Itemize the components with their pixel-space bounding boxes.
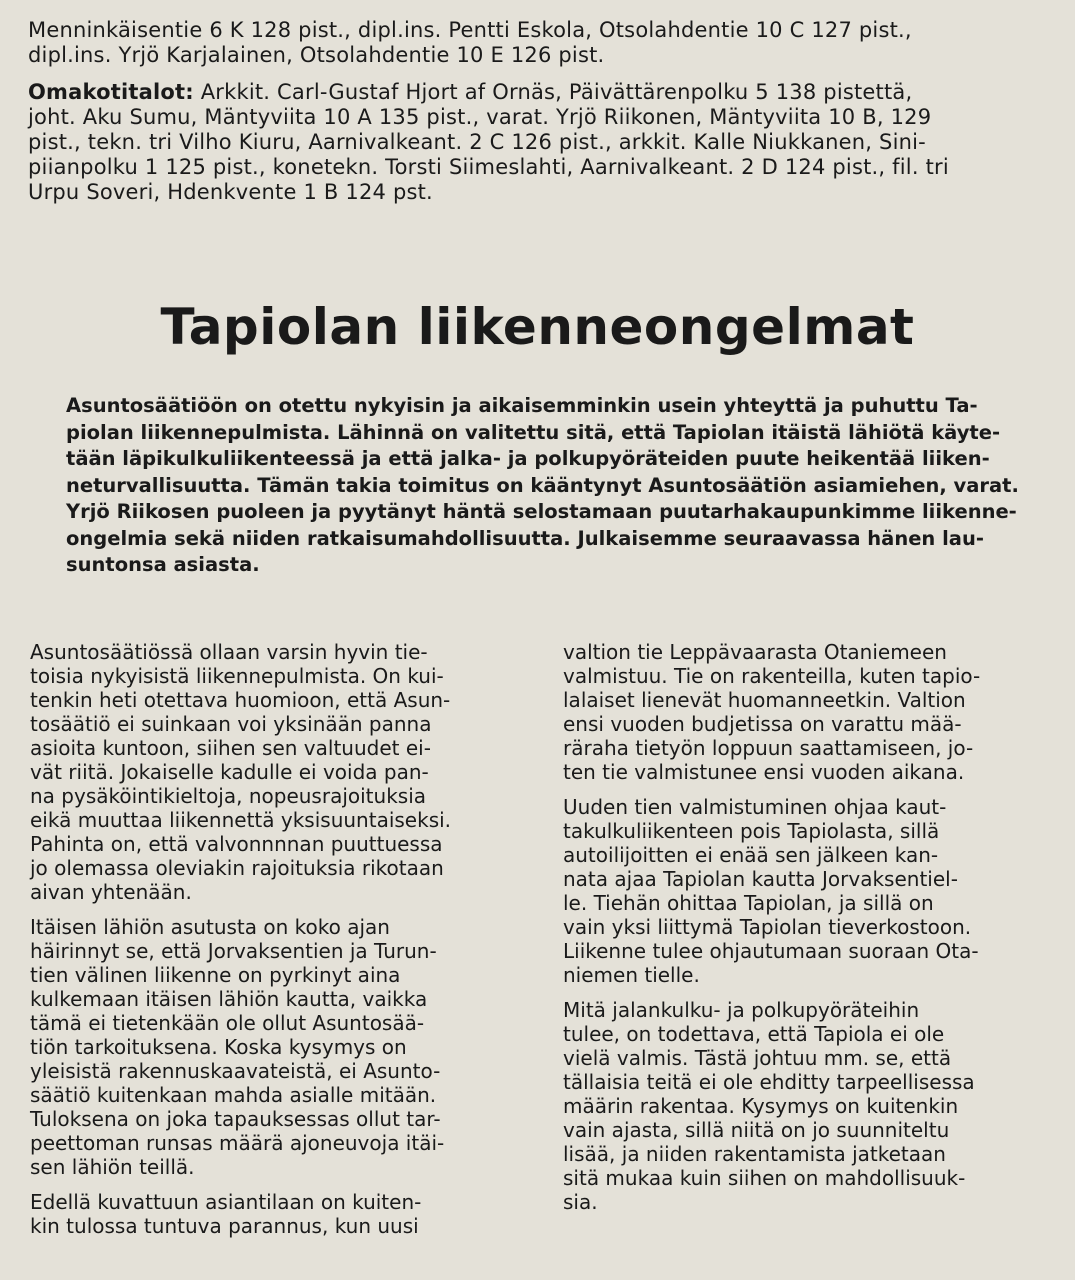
text-line: na pysäköintikieltoja, nopeusrajoituksia [30,784,427,808]
text-line: säätiö kuitenkaan mahda asialle mitään. [30,1083,437,1107]
article-title: Tapiolan liikenneongelmat [160,298,915,356]
lead-line: piolan liikennepulmista. Lähinnä on valitettu sitä, että Tapiolan itäistä lähiötä käyte- [66,420,1001,444]
text-line: dipl.ins. Yrjö Karjalainen, Otsolahdentie 10 E 126 pist. [28,43,605,67]
body-column-right [563,640,1053,1225]
previous-article-tail [28,18,1048,205]
text-line: le. Tiehän ohittaa Tapiolan, ja sillä on [563,891,934,915]
body-paragraph [563,998,1053,1214]
text-line: valtion tie Leppävaarasta Otaniemeen [563,640,947,664]
body-paragraph [30,1190,525,1238]
body-paragraph [30,640,525,904]
text-line: tämä ei tietenkään ole ollut Asuntosää- [30,1011,425,1035]
text-line: toisia nykyisistä liikennepulmista. On kui- [30,664,444,688]
body-paragraph [563,640,1053,784]
text-fragment: Arkkit. Carl-Gustaf Hjort af Ornäs, Päivättärenpolku 5 138 pistettä, [193,80,913,104]
text-line: Urpu Soveri, Hdenkvente 1 B 124 pst. [28,180,433,204]
lead-line: Yrjö Riikosen puoleen ja pyytänyt häntä selostamaan puutarhakaupunkimme liikenne- [66,500,1017,523]
text-line: Menninkäisentie 6 K 128 pist., dipl.ins. Pentti Eskola, Otsolahdentie 10 C 127 pist., [28,18,912,42]
text-line: vain ajasta, sillä niitä on jo suunniteltu [563,1118,950,1142]
text-line: sen lähiön teillä. [30,1155,195,1179]
text-line: vielä valmis. Tästä johtuu mm. se, että [563,1046,952,1070]
text-line: kulkemaan itäisen lähiön kautta, vaikka [30,987,428,1011]
text-line [28,80,1048,105]
text-line: jo olemassa oleviakin rajoituksia rikotaan [30,856,444,880]
text-line: aivan yhtenään. [30,880,192,904]
text-line: Tuloksena on joka tapauksessas ollut tar- [30,1107,441,1131]
article-lead [66,393,1046,579]
text-line: autoilijoitten ei enää sen jälkeen kan- [563,843,939,867]
text-line: niemen tielle. [563,963,700,987]
section-label: Omakotitalot: [28,80,194,104]
text-line: takulkuliikenteen pois Tapiolasta, sillä [563,819,940,843]
body-paragraph [30,915,525,1179]
text-line: Asuntosäätiössä ollaan varsin hyvin tie- [30,640,428,664]
text-line: kin tulossa tuntuva parannus, kun uusi [30,1214,419,1238]
text-line: sia. [563,1190,598,1214]
text-line: tenkin heti otettava huomioon, että Asun- [30,688,451,712]
text-line: lalaiset lienevät huomanneetkin. Valtion [563,688,966,712]
detached-houses-paragraph [28,80,1048,205]
text-line: ensi vuoden budjetissa on varattu mää- [563,712,962,736]
text-line: eikä muuttaa liikennettä yksisuuntaiseksi. [30,808,452,832]
text-line: lisää, ja niiden rakentamista jatketaan [563,1142,946,1166]
lead-line: suntonsa asiasta. [66,553,260,576]
text-line: Mitä jalankulku- ja polkupyöräteihin [563,998,920,1022]
body-paragraph [563,795,1053,987]
text-line: tiön tarkoituksena. Koska kysymys on [30,1035,407,1059]
text-line: vain yksi liittymä Tapiolan tieverkostoon. [563,915,972,939]
text-line: tällaisia teitä ei ole ehditty tarpeellisessa [563,1070,975,1094]
text-line: räraha tietyön loppuun saattamiseen, jo- [563,736,974,760]
text-line: tulee, on todettava, että Tapiola ei ole [563,1022,945,1046]
text-line: nata ajaa Tapiolan kautta Jorvaksentiel- [563,867,958,891]
body-column-left [30,640,525,1249]
text-line: piianpolku 1 125 pist., konetekn. Torsti Siimeslahti, Aarnivalkeant. 2 D 124 pist., fil. tri [28,155,949,179]
text-line: Pahinta on, että valvonnnnan puuttuessa [30,832,443,856]
text-line: Uuden tien valmistuminen ohjaa kaut- [563,795,947,819]
lead-line: tään läpikulkuliikenteessä ja että jalka- ja polkupyöräteiden puute heikentää liiken- [66,447,990,470]
text-line: Liikenne tulee ohjautumaan suoraan Ota- [563,939,979,963]
text-line: valmistuu. Tie on rakenteilla, kuten tapio- [563,664,981,688]
lead-line: ongelmia sekä niiden ratkaisumahdollisuutta. Julkaisemme seuraavassa hänen lau- [66,526,984,550]
text-line: tien välinen liikenne on pyrkinyt aina [30,963,401,987]
text-line: asioita kuntoon, siihen sen valtuudet ei- [30,736,431,760]
text-line: tosäätiö ei suinkaan voi yksinään panna [30,712,432,736]
lead-line: Asuntosäätiöön on otettu nykyisin ja aikaisemminkin usein yhteyttä ja puhuttu Ta- [66,394,978,417]
text-line: sitä mukaa kuin siihen on mahdollisuuk- [563,1166,966,1190]
text-line: Itäisen lähiön asutusta on koko ajan [30,915,390,939]
text-line: häirinnyt se, että Jorvaksentien ja Turun- [30,939,437,963]
text-line: joht. Aku Sumu, Mäntyviita 10 A 135 pist., varat. Yrjö Riikonen, Mäntyviita 10 B, 129 [28,105,932,129]
text-line: vät riitä. Jokaiselle kadulle ei voida pan- [30,760,429,784]
text-line: yleisistä rakennuskaavateistä, ei Asunto- [30,1059,441,1083]
lead-line: neturvallisuutta. Tämän takia toimitus on kääntynyt Asuntosäätiön asiamiehen, varat. [66,473,1019,497]
text-line: pist., tekn. tri Vilho Kiuru, Aarnivalkeant. 2 C 126 pist., arkkit. Kalle Niukkanen, Sini- [28,130,926,154]
text-line: Edellä kuvattuun asiantilaan on kuiten- [30,1190,422,1214]
text-line: ten tie valmistunee ensi vuoden aikana. [563,760,965,784]
text-line: peettoman runsas määrä ajoneuvoja itäi- [30,1131,445,1155]
text-line: määrin rakentaa. Kysymys on kuitenkin [563,1094,959,1118]
residence-list-paragraph [28,18,1048,68]
